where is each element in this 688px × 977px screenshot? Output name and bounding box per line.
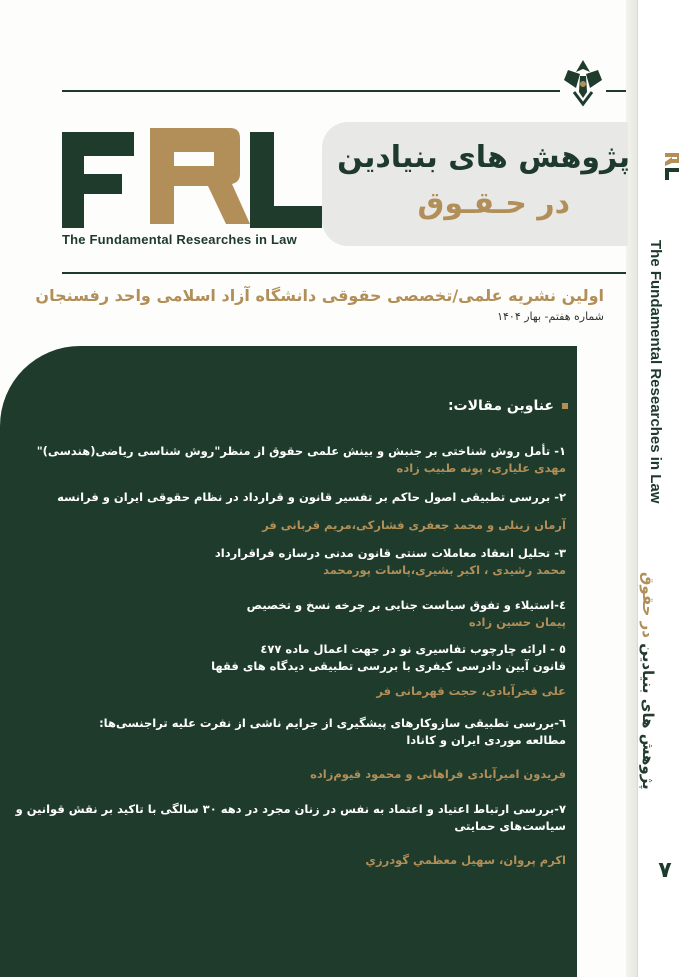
toc-heading: [448, 398, 568, 414]
toc-item-authors: آرمان زینلی و محمد جعفری فشارکی،مریم قربانی فر: [262, 518, 566, 532]
toc-item-title: ٤-استیلاء و تفوق سیاست جنایی بر چرخه نسخ و تخصیص: [246, 598, 566, 612]
toc-item-title-cont: مطالعه موردی ایران و کانادا: [406, 733, 566, 747]
top-rule-right: [606, 90, 626, 92]
toc-item: [16, 801, 566, 869]
toc-item-title: ۲- بررسی تطبیقی اصول حاکم بر تفسیر قانون و قرارداد در نظام حقوقی ایران و فرانسه: [57, 490, 566, 504]
frl-logo: [62, 122, 327, 230]
toc-item: [215, 545, 566, 579]
toc-item-title: ۱- تأمل روش شناختی بر جنبش و بینش علمی حقوق از منظر"روش شناسی ریاضی(هندسی)": [36, 444, 566, 458]
spine-title-fa-part2: در حقوق: [639, 572, 657, 638]
university-emblem-icon: [560, 58, 606, 108]
toc-item-authors: فریدون امیرآبادی فراهانی و محمود قیوم‌زاده: [310, 767, 566, 781]
toc-item-title: ٦-بررسی تطبیقی سازوکارهای پیشگیری از جرایم ناشی از نفرت علیه تراجنسی‌ها:: [99, 716, 566, 730]
toc-item-title: ۳- تحلیل انعقاد معاملات سنتی قانون مدنی درسازه فراقرارداد: [214, 546, 566, 560]
toc-item: [37, 443, 566, 477]
spine-frl-logo: [649, 150, 679, 210]
toc-item-title: ٥ - ارائه چارچوب تفاسیری نو در جهت اعمال ماده ٤٧٧: [260, 642, 566, 656]
bullet-square-icon: [562, 403, 568, 409]
toc-heading-text: عناوین مقالات:: [447, 398, 554, 414]
toc-item: [211, 641, 566, 700]
spine-title-fa-part1: پژوهش های بنیادین: [639, 643, 657, 790]
logo-title-en: The Fundamental Researches in Law: [62, 232, 297, 247]
toc-item-authors: پیمان حسین زاده: [468, 615, 566, 629]
toc-item-authors: محمد رشیدی ، اکبر بشیری،پاسات پورمحمد: [323, 563, 566, 577]
toc-item-authors: اکرم پروان، سهیل معظمي گودرزي: [365, 853, 566, 867]
toc-item-title-cont: سیاست‌های حمایتی: [454, 819, 566, 833]
issue-info: شماره هفتم- بهار ۱۴۰۴: [497, 310, 604, 323]
title-fa-line2: در حـقـوق: [417, 186, 570, 221]
toc-item-authors: مهدی علیاری، پونه طبیب زاده: [396, 461, 566, 475]
toc-item: [57, 489, 566, 534]
toc-item-title: ۷-بررسی ارتباط اعتیاد و اعتماد به نفس در زنان مجرد در دهه ۳۰ سالگی با تاکید بر نقش قوانین و: [15, 802, 566, 816]
spine-title-en: The Fundamental Researches in Law: [647, 240, 664, 504]
journal-subtitle: اولین نشریه علمی/تخصصی حقوقی دانشگاه آزاد اسلامی واحد رفسنجان: [35, 286, 604, 305]
toc-item: [99, 715, 566, 783]
title-fa-line1: پژوهش های بنیادین: [337, 140, 630, 175]
toc-item-authors: علی فخرآبادی، حجت قهرمانی فر: [376, 684, 566, 698]
toc-item-title-cont: قانون آیین دادرسی کیفری با بررسی تطبیقی دیدگاه های فقها: [211, 659, 566, 673]
spine-title-fa: [639, 572, 657, 790]
mid-rule: [62, 272, 626, 274]
toc-item: [247, 597, 566, 631]
spine-issue-number: ۷: [658, 858, 672, 883]
top-rule-left: [62, 90, 560, 92]
